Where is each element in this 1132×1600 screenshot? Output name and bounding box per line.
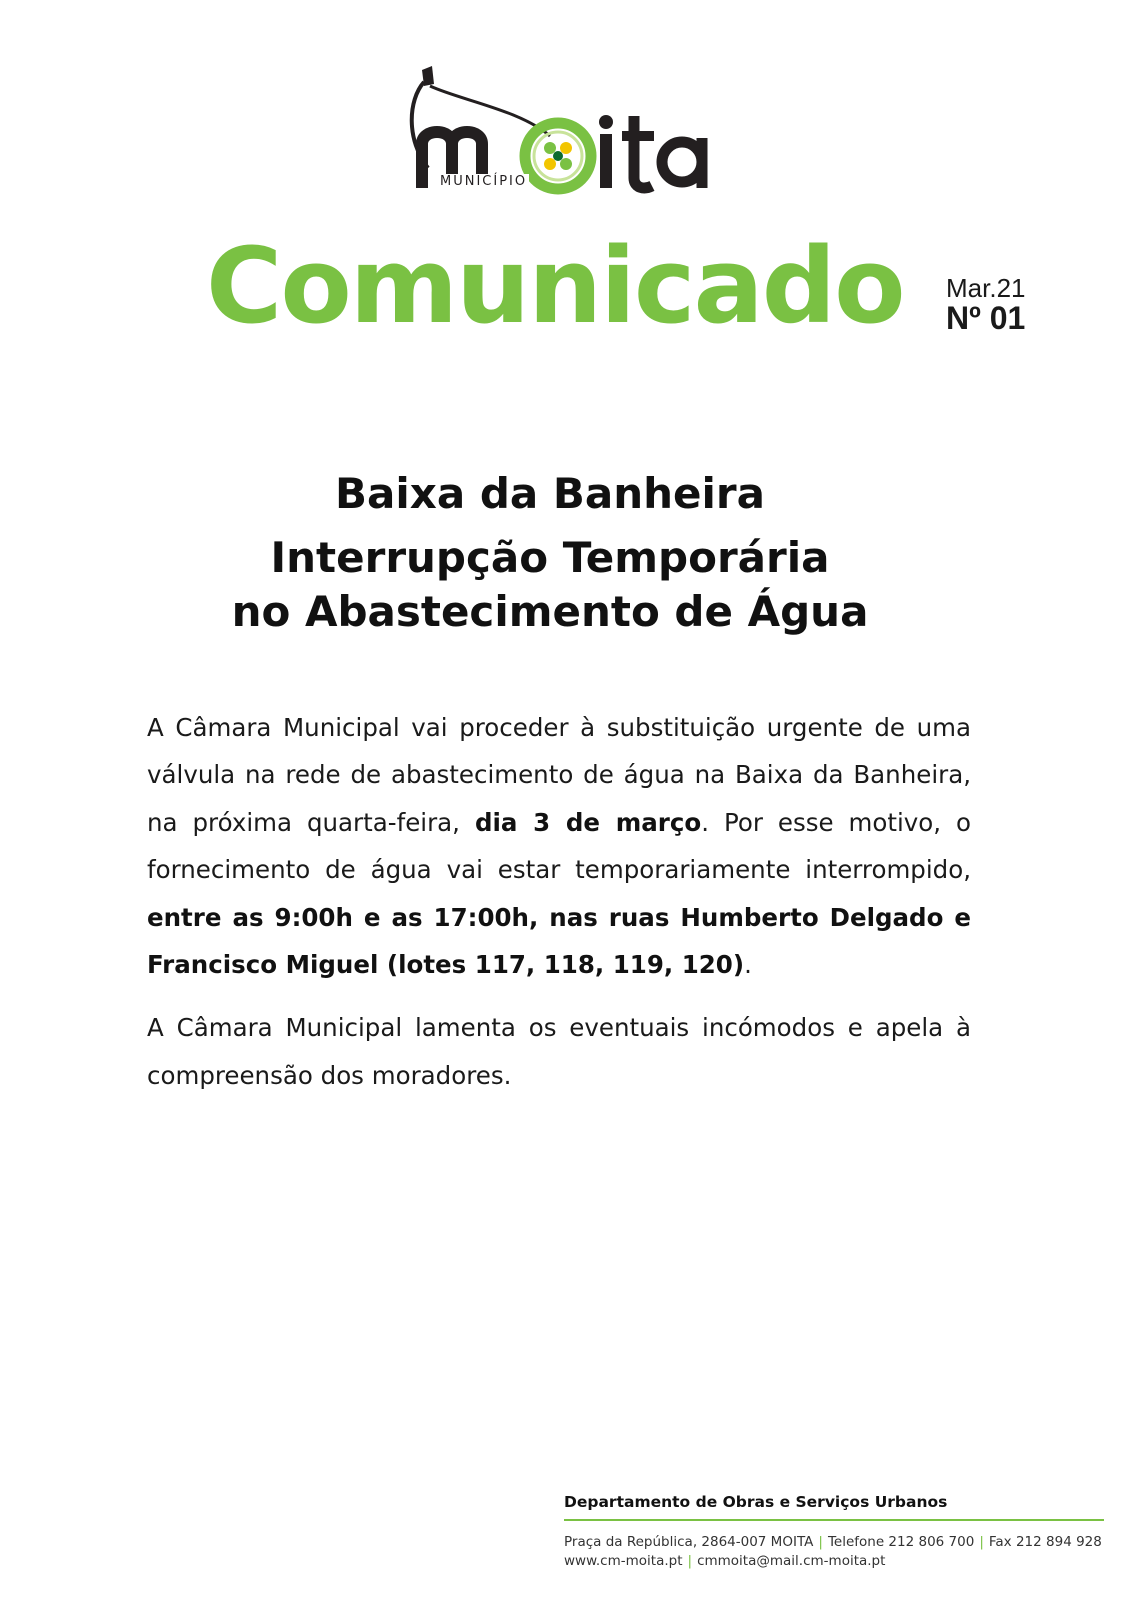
footer-email[interactable]: cmmoita@mail.cm-moita.pt xyxy=(697,1553,886,1569)
issue-date: Mar.21 xyxy=(946,273,1026,303)
municipality-logo xyxy=(400,60,720,200)
department-name: Departamento de Obras e Serviços Urbanos xyxy=(564,1493,948,1511)
p1-middle: . Por esse motivo, o fornecimento de água vai estar temporariamente interrompido, xyxy=(147,807,971,885)
issue-number: Nº 01 xyxy=(946,300,1026,336)
footer-fax: Fax 212 894 928 xyxy=(988,1534,1102,1550)
p1-end: . xyxy=(744,950,752,980)
footer-address: Praça da República, 2864-007 MOITA xyxy=(564,1534,814,1550)
footer-contact-line-1 xyxy=(564,1533,1104,1552)
separator: | xyxy=(818,1534,823,1550)
separator: | xyxy=(979,1534,984,1550)
p1-intro: A Câmara Municipal vai proceder à substituição urgente de uma válvula na rede de abastecimento de água na Baixa da Banheira, na próxima quarta-feira, xyxy=(147,713,971,837)
body-paragraph-1 xyxy=(147,704,971,988)
announcement-body xyxy=(147,704,971,1099)
banner-title: Comunicado xyxy=(206,225,904,347)
footer-rule xyxy=(564,1519,1104,1521)
footer-contact-line-2 xyxy=(564,1552,1104,1571)
footer-website[interactable]: www.cm-moita.pt xyxy=(564,1553,683,1569)
headline-line-1: Baixa da Banheira xyxy=(335,469,765,518)
body-paragraph-2: A Câmara Municipal lamenta os eventuais incómodos e apela à compreensão dos moradores. xyxy=(147,1013,971,1090)
logo-tagline: MUNICÍPIO xyxy=(440,174,528,189)
flower-icon xyxy=(544,142,572,170)
footer-phone: Telefone 212 806 700 xyxy=(827,1534,975,1550)
footer xyxy=(564,1492,1104,1571)
headline-line-2: Interrupção Temporária xyxy=(270,533,830,582)
headline-line-3: no Abastecimento de Água xyxy=(231,587,869,636)
p1-date: dia 3 de março xyxy=(474,807,702,837)
p1-details: entre as 9:00h e as 17:00h, nas ruas Humberto Delgado e Francisco Miguel (lotes 117, 118, 119, 120) xyxy=(147,902,971,980)
headline xyxy=(150,468,950,640)
separator: | xyxy=(687,1553,693,1569)
